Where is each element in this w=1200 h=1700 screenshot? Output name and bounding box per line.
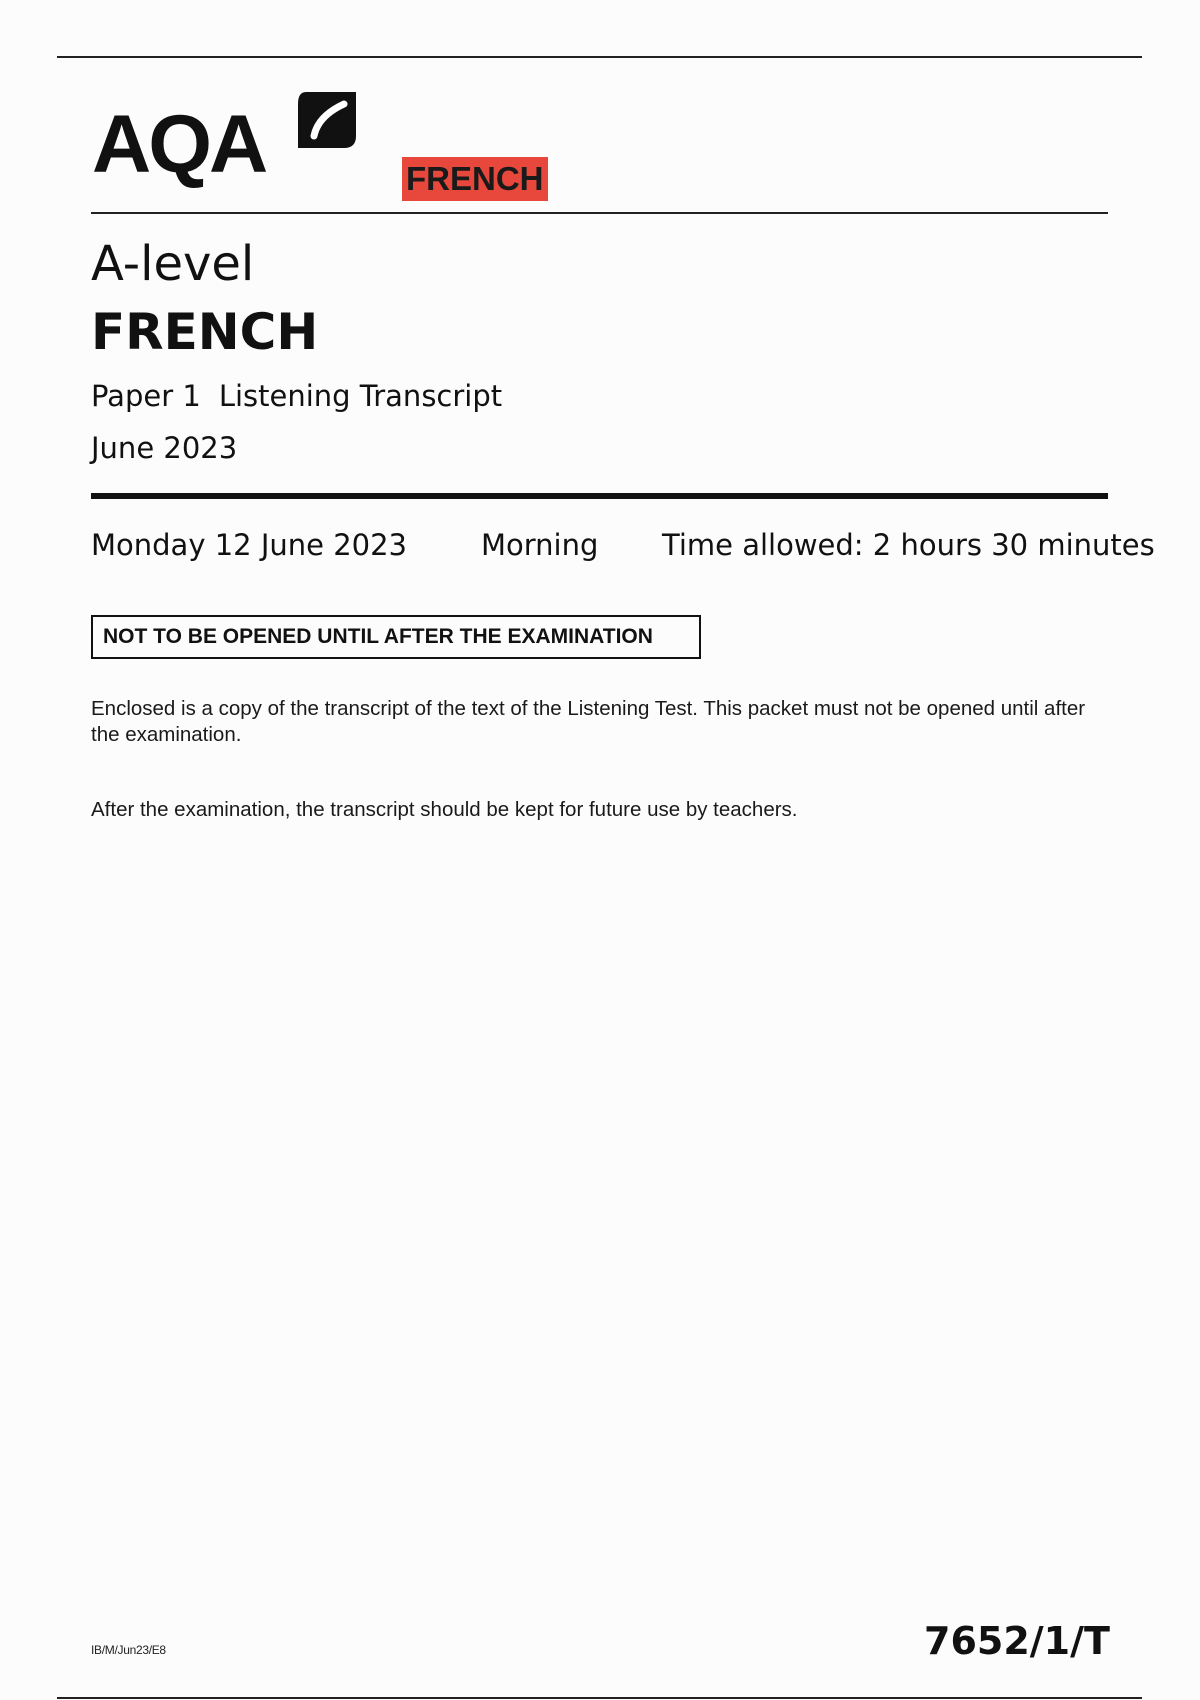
paper-number: Paper 1	[91, 379, 201, 413]
instruction-paragraph-1: Enclosed is a copy of the transcript of the text of the Listening Test. This packet must not be opened until after the examination.	[91, 697, 1086, 746]
exam-time-of-day: Morning	[481, 528, 599, 562]
exam-date: Monday 12 June 2023	[91, 528, 407, 562]
header-rule	[91, 212, 1108, 214]
paper-description: Listening Transcript	[218, 379, 503, 413]
instruction-paragraph-2: After the examination, the transcript should be kept for future use by teachers.	[91, 798, 798, 821]
warning-notice: NOT TO BE OPENED UNTIL AFTER THE EXAMINATION	[91, 615, 701, 659]
thick-divider	[91, 493, 1108, 499]
subject-badge: FRENCH	[402, 157, 548, 201]
leaf-logo-icon	[298, 92, 356, 154]
qualification-level: A-level	[91, 236, 255, 292]
paper-code: 7652/1/T	[924, 1619, 1110, 1663]
paper-line	[91, 378, 502, 414]
time-allowed: Time allowed: 2 hours 30 minutes	[662, 528, 1155, 562]
footer-reference: IB/M/Jun23/E8	[91, 1643, 166, 1657]
bottom-rule	[57, 1697, 1142, 1699]
exam-session-month: June 2023	[91, 431, 238, 465]
logo-wordmark: AQA	[92, 99, 266, 190]
aqa-logo	[92, 90, 362, 190]
top-rule	[57, 56, 1142, 58]
subject-title: FRENCH	[91, 303, 319, 361]
